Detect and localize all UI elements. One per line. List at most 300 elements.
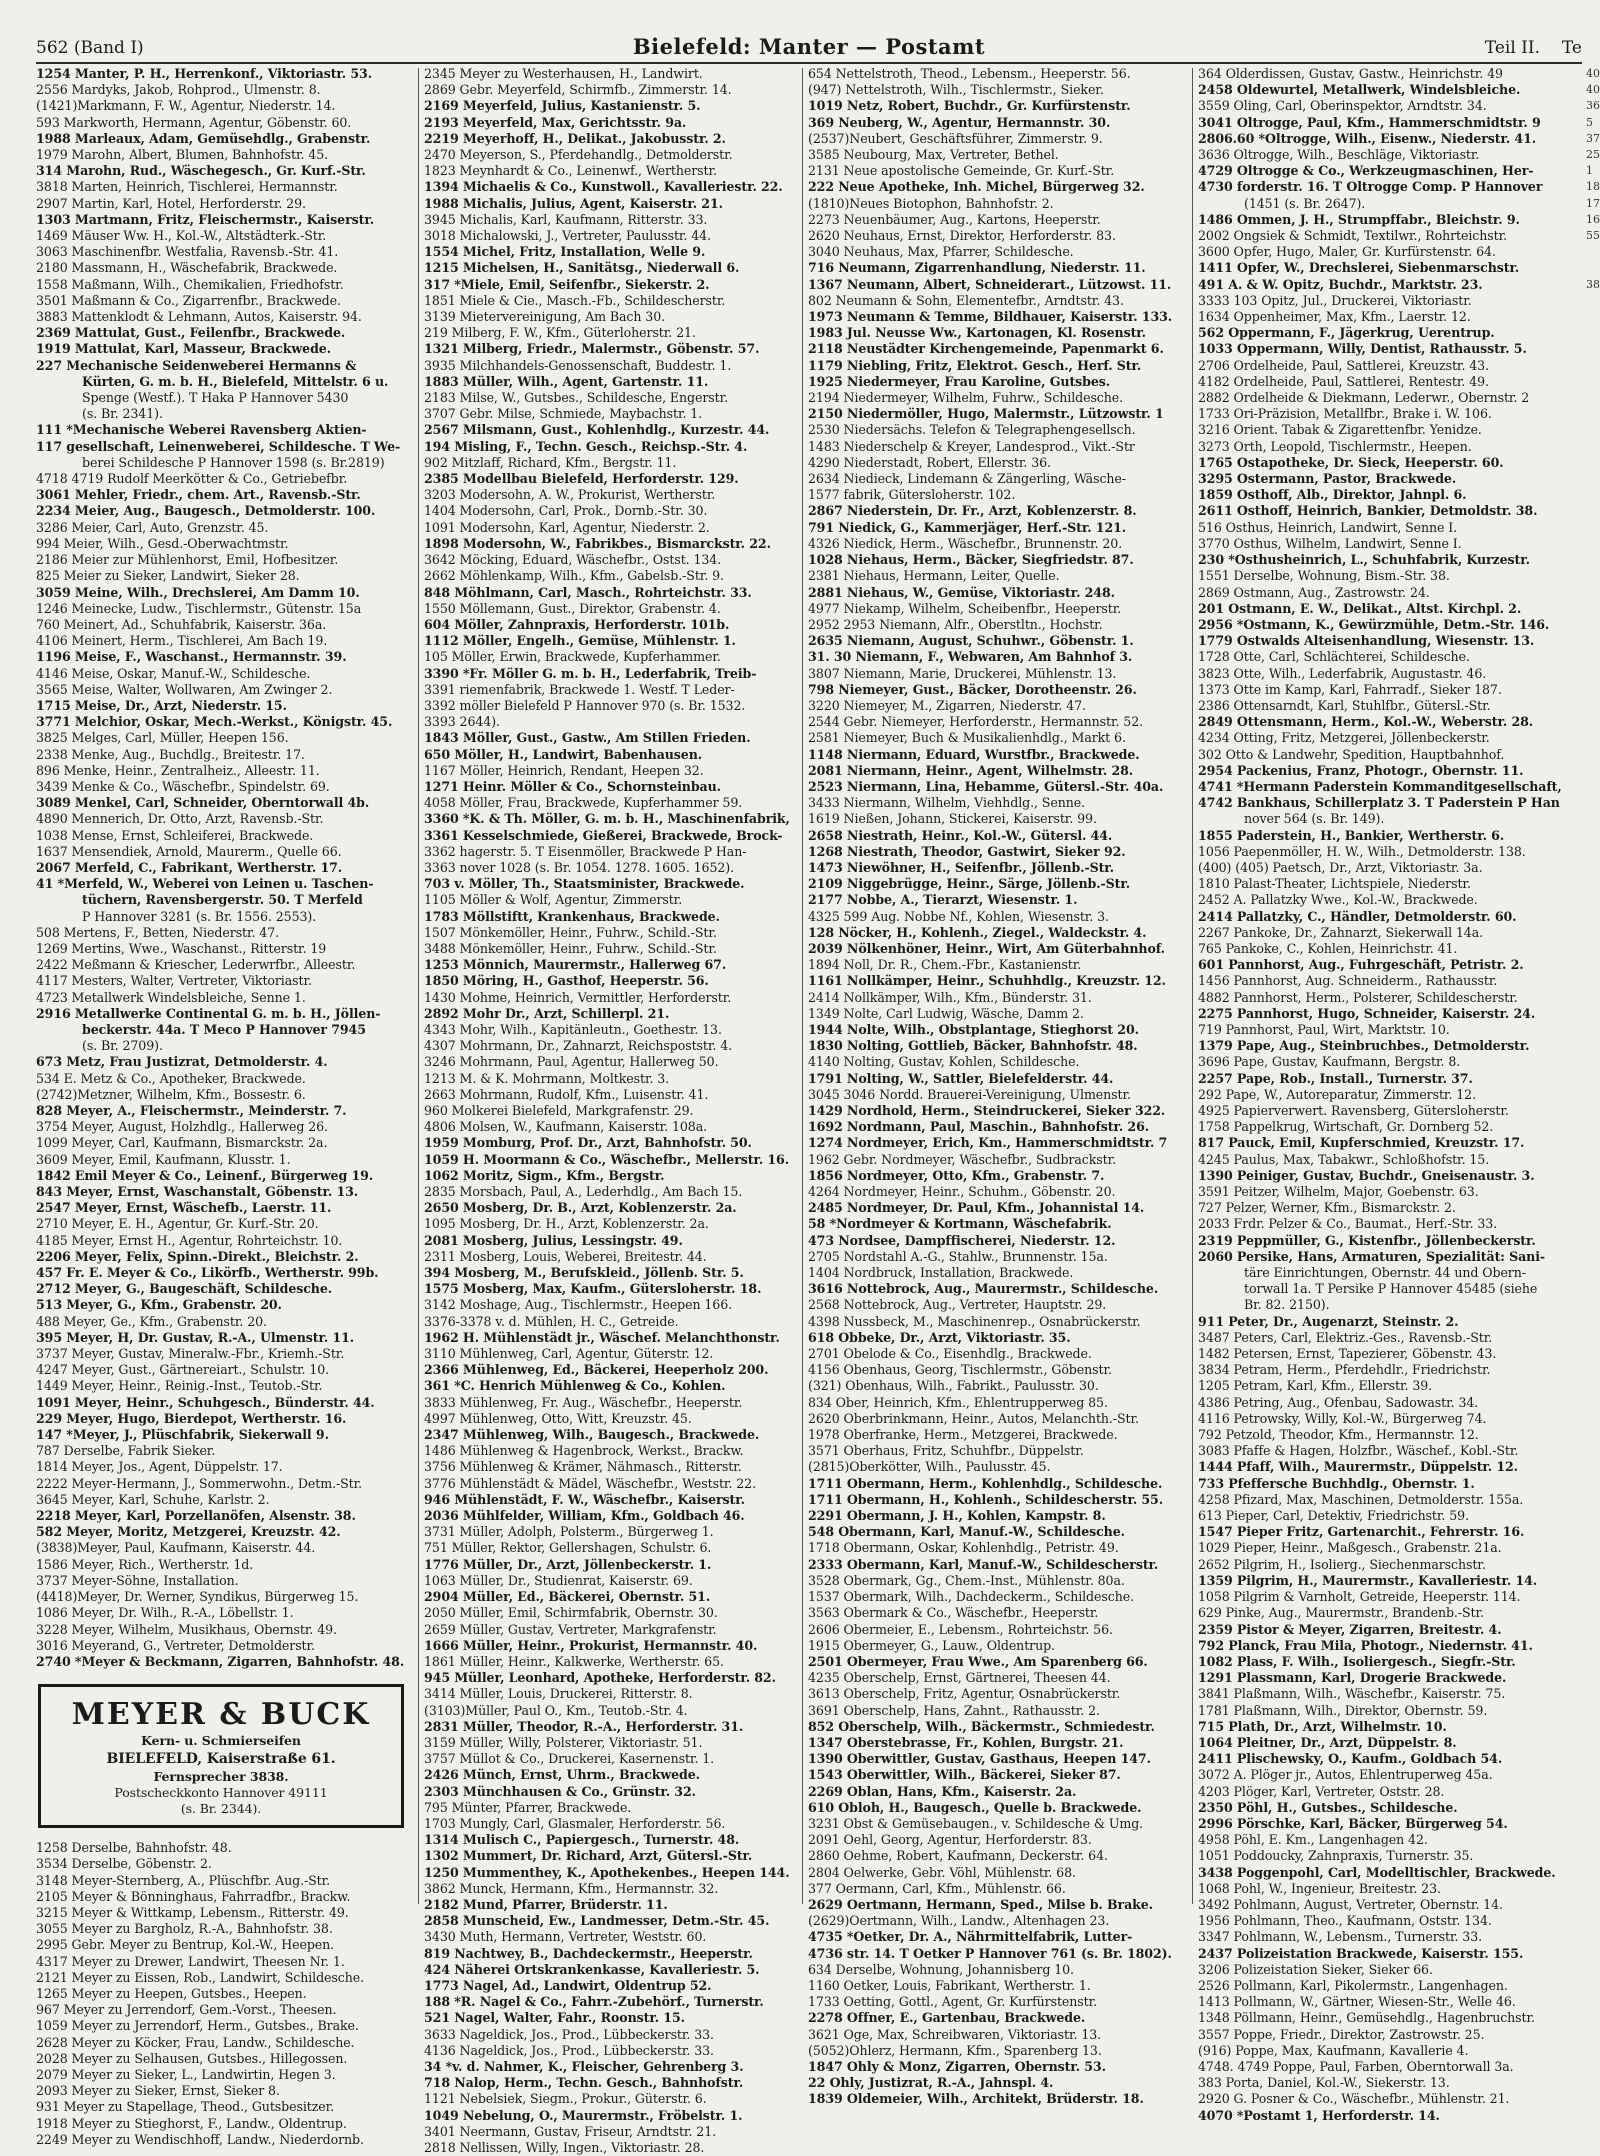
cut-off-header: Te <box>1561 38 1582 58</box>
directory-entry: 1269 Mertins, Wwe., Waschanst., Ritterstr. 19 <box>36 940 327 956</box>
directory-entry: 1215 Michelsen, H., Sanitätsg., Niederwall 6. <box>424 260 740 276</box>
column-3 <box>808 66 1186 2107</box>
directory-entry: 3228 Meyer, Wilhelm, Musikhaus, Obernstr. 49. <box>36 1621 337 1637</box>
directory-entry: 3045 3046 Nordd. Brauerei-Vereinigung, Ulmenstr. <box>808 1086 1131 1102</box>
directory-entry: 1547 Pieper Fritz, Gartenarchit., Fehrerstr. 16. <box>1198 1524 1525 1540</box>
directory-entry: 1095 Mosberg, Dr. H., Arzt, Koblenzerstr. 2a. <box>424 1216 709 1232</box>
directory-entry: 3696 Pape, Gustav, Kaufmann, Bergstr. 8. <box>1198 1054 1461 1070</box>
directory-entry: 4185 Meyer, Ernst H., Agentur, Rohrteichstr. 10. <box>36 1232 343 1248</box>
directory-entry: 1783 Möllstiftt, Krankenhaus, Brackwede. <box>424 908 720 924</box>
directory-entry: 1373 Otte im Kamp, Karl, Fahrradf., Sieker 187. <box>1198 681 1502 697</box>
directory-entry: 2662 Möhlenkamp, Wilh., Kfm., Gabelsb.-Str. 9. <box>424 568 724 584</box>
directory-entry: 3633 Nageldick, Jos., Prod., Lübbeckerstr. 33. <box>424 2026 714 2042</box>
directory-entry: 516 Osthus, Heinrich, Landwirt, Senne I. <box>1198 519 1458 535</box>
directory-entry: (1421)Markmann, F. W., Agentur, Niederstr. 14. <box>36 98 336 114</box>
directory-entry: 1291 Plassmann, Karl, Drogerie Brackwede. <box>1198 1670 1507 1686</box>
directory-entry: 727 Pelzer, Werner, Kfm., Bismarckstr. 2. <box>1198 1200 1456 1216</box>
directory-entry: 960 Molkerei Bielefeld, Markgrafenstr. 29. <box>424 1103 694 1118</box>
entry-continuation: tüchern, Ravensbergerstr. 50. T Merfeld <box>82 892 363 908</box>
directory-entry: 2740 *Meyer & Beckmann, Zigarren, Bahnhofstr. 48. <box>36 1653 405 1669</box>
directory-entry: 1577 fabrik, Gütersloherstr. 102. <box>808 487 1016 503</box>
directory-entry: 1349 Nolte, Carl Ludwig, Wäsche, Damm 2. <box>808 1005 1084 1021</box>
directory-entry: 394 Mosberg, M., Berufskleid., Jöllenb. Str. 5. <box>424 1265 744 1281</box>
column-divider <box>802 68 803 1904</box>
directory-entry: 3771 Melchior, Oskar, Mech.-Werkst., Königstr. 45. <box>36 714 393 730</box>
directory-entry: 1558 Maßmann, Wilh., Chemikalien, Friedhofstr. <box>36 276 344 292</box>
directory-entry: 1179 Niebling, Fritz, Elektrot. Gesch., Herf. Str. <box>808 357 1142 373</box>
directory-entry: 1160 Oetker, Louis, Fabrikant, Wertherstr. 1. <box>808 1977 1091 1993</box>
directory-entry: 1718 Obermann, Oskar, Kohlenhdlg., Petristr. 49. <box>808 1540 1119 1556</box>
directory-entry: (400) (405) Paetsch, Dr., Arzt, Viktoriastr. 3a. <box>1198 859 1483 875</box>
directory-entry: 1776 Müller, Dr., Arzt, Jöllenbeckerstr. 1. <box>424 1556 712 1572</box>
directory-entry: 2485 Nordmeyer, Dr. Paul, Kfm., Johannistal 14. <box>808 1200 1145 1216</box>
directory-entry: 4925 Papierverwert. Ravensberg, Gütersloherstr. <box>1198 1103 1509 1118</box>
directory-entry: 2658 Niestrath, Heinr., Kol.-W., Gütersl. 44. <box>808 827 1113 843</box>
directory-entry: 2544 Gebr. Niemeyer, Herforderstr., Hermannstr. 52. <box>808 714 1144 730</box>
directory-entry: 3534 Derselbe, Göbenstr. 2. <box>36 1856 212 1872</box>
directory-entry: 1258 Derselbe, Bahnhofstr. 48. <box>36 1840 232 1856</box>
directory-entry: 3347 Pohlmann, W., Lebensm., Turnerstr. 33. <box>1198 1929 1483 1945</box>
directory-entry: 1715 Meise, Dr., Arzt, Niederstr. 15. <box>36 697 287 713</box>
directory-entry: 3414 Müller, Louis, Druckerei, Ritterstr. 8. <box>424 1686 693 1702</box>
directory-entry: 791 Niedick, G., Kammerjäger, Herf.-Str. 121. <box>808 519 1127 535</box>
directory-entry: 1779 Ostwalds Alteisenhandlung, Wiesenstr. 13. <box>1198 633 1535 649</box>
directory-entry: 3731 Müller, Adolph, Polsterm., Bürgerweg 1. <box>424 1524 714 1540</box>
directory-entry: 4070 *Postamt 1, Herforderstr. 14. <box>1198 2107 1440 2123</box>
directory-entry: 3439 Menke & Co., Wäschefbr., Spindelstr. 69. <box>36 778 330 794</box>
directory-entry: 931 Meyer zu Stapellage, Theod., Gutsbesitzer. <box>36 2099 335 2115</box>
directory-entry: 1367 Neumann, Albert, Schneiderart., Lützowst. 11. <box>808 276 1172 292</box>
edge-fragment: 40 <box>1586 83 1600 97</box>
directory-entry: 1469 Mäuser Ww. H., Kol.-W., Altstädterk.-Str. <box>36 228 327 244</box>
page-number: 562 (Band I) <box>36 38 144 58</box>
directory-entry: 1348 Pöllmann, Heinr., Gemüsehdlg., Hagenbruchstr. <box>1198 2010 1535 2026</box>
ad-ref: (s. Br. 2344). <box>180 1801 262 1817</box>
directory-entry: 1956 Pohlmann, Theo., Kaufmann, Oststr. 134. <box>1198 1913 1492 1929</box>
edge-fragment <box>1586 293 1600 309</box>
directory-entry: 3557 Poppe, Friedr., Direktor, Zastrowstr. 25. <box>1198 2026 1485 2042</box>
edge-fragment <box>1586 358 1600 374</box>
directory-entry: 219 Milberg, F. W., Kfm., Güterloherstr. 21. <box>424 325 696 341</box>
directory-entry: 2257 Pape, Rob., Install., Turnerstr. 37. <box>1198 1070 1473 1086</box>
directory-entry: 582 Meyer, Moritz, Metzgerei, Kreuzstr. 42. <box>36 1524 341 1540</box>
directory-entry: 188 *R. Nagel & Co., Fahrr.-Zubehörf., Turnerstr. <box>424 1994 764 2010</box>
directory-entry: 201 Ostmann, E. W., Delikat., Altst. Kirchpl. 2. <box>1198 600 1522 616</box>
entry-continuation: nover 564 (s. Br. 149). <box>1244 811 1385 827</box>
directory-entry: 2386 Ottensarndt, Karl, Stuhlfbr., Gütersl.-Str. <box>1198 697 1491 713</box>
directory-entry: 361 *C. Henrich Mühlenweg & Co., Kohlen. <box>424 1378 726 1394</box>
directory-entry: 4742 Bankhaus, Schillerplatz 3. T Paderstein P Han <box>1198 795 1560 811</box>
directory-entry: 1404 Nordbruck, Installation, Brackwede. <box>808 1265 1074 1281</box>
directory-entry: 634 Derselbe, Wohnung, Johannisberg 10. <box>808 1961 1074 1977</box>
directory-entry: 1091 Modersohn, Karl, Agentur, Niederstr. 2. <box>424 519 710 535</box>
directory-entry: 2892 Mohr Dr., Arzt, Schillerpl. 21. <box>424 1005 670 1021</box>
directory-entry: 834 Ober, Heinrich, Kfm., Ehlentrupperweg 85. <box>808 1394 1108 1410</box>
directory-entry: 4264 Nordmeyer, Heinr., Schuhm., Göbenstr. 20. <box>808 1184 1116 1200</box>
directory-entry: 4140 Nolting, Gustav, Kohlen, Schildesche. <box>808 1054 1080 1070</box>
directory-entry: 1918 Meyer zu Stieghorst, F., Landw., Oldentrup. <box>36 2115 347 2131</box>
directory-entry: 3110 Mühlenweg, Carl, Agentur, Güterstr. 12. <box>424 1346 714 1362</box>
directory-entry: 1983 Jul. Neusse Ww., Kartonagen, Kl. Rosenstr. <box>808 325 1146 341</box>
directory-entry: 3148 Meyer-Sternberg, A., Plüschfbr. Aug.-Str. <box>36 1872 331 1888</box>
directory-entry: 3089 Menkel, Carl, Schneider, Oberntorwall 4b. <box>36 795 370 811</box>
directory-entry: 2186 Meier zur Mühlenhorst, Emil, Hofbesitzer. <box>36 552 339 568</box>
directory-entry: 2121 Meyer zu Eissen, Rob., Landwirt, Schildesche. <box>36 1969 364 1985</box>
directory-entry: 3691 Oberschelp, Hans, Zahnt., Rathausstr. 2. <box>808 1702 1100 1718</box>
page-header <box>36 32 1582 64</box>
directory-entry: 1064 Pleitner, Dr., Arzt, Düppelstr. 8. <box>1198 1734 1457 1750</box>
directory-entry: 852 Oberschelp, Wilh., Bäckermstr., Schmiedestr. <box>808 1718 1155 1734</box>
directory-entry: 3139 Mietervereinigung, Am Bach 30. <box>424 309 666 325</box>
directory-entry: 4386 Petring, Aug., Ofenbau, Sadowastr. 34. <box>1198 1394 1479 1410</box>
directory-entry: 1148 Niermann, Eduard, Wurstfbr., Brackwede. <box>808 746 1140 762</box>
directory-entry: 843 Meyer, Ernst, Waschanstalt, Göbenstr. 13. <box>36 1184 359 1200</box>
directory-entry: 3295 Ostermann, Pastor, Brackwede. <box>1198 471 1457 487</box>
directory-entry: 317 *Miele, Emil, Seifenfbr., Siekerstr. 2. <box>424 276 710 292</box>
directory-entry: 1051 Poddoucky, Zahnpraxis, Turnerstr. 35. <box>1198 1848 1474 1864</box>
directory-entry: 2234 Meier, Aug., Baugesch., Detmolderstr. 100. <box>36 503 376 519</box>
directory-entry: 2426 Münch, Ernst, Uhrm., Brackwede. <box>424 1767 700 1783</box>
directory-entry: 2705 Nordstahl A.-G., Stahlw., Brunnenstr. 15a. <box>808 1248 1108 1264</box>
directory-entry: 22 Ohly, Justizrat, R.-A., Jahnspl. 4. <box>808 2075 1054 2091</box>
directory-entry: 4156 Obenhaus, Georg, Tischlermstr., Göbenstr. <box>808 1362 1112 1378</box>
directory-entry: 967 Meyer zu Jerrendorf, Gem.-Vorst., Theesen. <box>36 2002 337 2018</box>
directory-entry: 2629 Oertmann, Hermann, Sped., Milse b. Brake. <box>808 1896 1153 1912</box>
directory-entry: 703 v. Möller, Th., Staatsminister, Brackwede. <box>424 876 745 892</box>
directory-entry: 2347 Mühlenweg, Wilh., Baugesch., Brackwede. <box>424 1427 760 1443</box>
directory-entry: 2635 Niemann, August, Schuhwr., Göbenstr. 1. <box>808 633 1134 649</box>
ad-phone: Fernsprecher 3838. <box>153 1769 289 1785</box>
directory-entry: 3363 nover 1028 (s. Br. 1054. 1278. 1605. 1652). <box>424 859 735 875</box>
directory-entry: 1814 Meyer, Jos., Agent, Düppelstr. 17. <box>36 1459 283 1475</box>
directory-entry: 2131 Neue apostolische Gemeinde, Gr. Kurf.-Str. <box>808 163 1115 179</box>
directory-entry: 1246 Meinecke, Ludw., Tischlermstr., Gütenstr. 15a <box>36 600 362 616</box>
directory-entry: 2956 *Ostmann, K., Gewürzmühle, Detm.-Str. 146. <box>1198 616 1550 632</box>
directory-entry: 1121 Nebelsiek, Siegm., Prokur., Güterstr. 6. <box>424 2091 707 2107</box>
directory-entry: 4234 Otting, Fritz, Metzgerei, Jöllenbeckerstr. <box>1198 730 1490 746</box>
directory-entry: 817 Pauck, Emil, Kupferschmied, Kreuzstr. 17. <box>1198 1135 1525 1151</box>
directory-entry: 2118 Neustädter Kirchengemeinde, Papenmarkt 6. <box>808 341 1164 357</box>
directory-entry: 230 *Osthusheinrich, L., Schuhfabrik, Kurzestr. <box>1198 552 1530 568</box>
directory-entry: 1711 Obermann, H., Kohlenh., Schildescherstr. 55. <box>808 1491 1163 1507</box>
directory-entry: 848 Möhlmann, Carl, Masch., Rohrteichstr. 33. <box>424 584 752 600</box>
directory-entry: 2269 Oblan, Hans, Kfm., Kaiserstr. 2a. <box>808 1783 1077 1799</box>
directory-entry: 2954 Packenius, Franz, Photogr., Obernstr. 11. <box>1198 762 1524 778</box>
edge-fragment <box>1586 341 1600 357</box>
directory-entry: 1847 Ohly & Monz, Zigarren, Obernstr. 53. <box>808 2058 1106 2074</box>
directory-entry: 3286 Meier, Carl, Auto, Grenzstr. 45. <box>36 519 269 535</box>
directory-entry: 521 Nagel, Walter, Fahr., Roonstr. 15. <box>424 2010 685 2026</box>
directory-entry: 4718 4719 Rudolf Meerkötter & Co., Getriebefbr. <box>36 471 348 487</box>
directory-entry: 128 Nöcker, H., Kohlenh., Ziegel., Waldeckstr. 4. <box>808 924 1147 940</box>
directory-entry: 795 Münter, Pfarrer, Brackwede. <box>424 1799 632 1815</box>
directory-entry: 227 Mechanische Seidenweberei Hermanns & <box>36 357 357 373</box>
directory-entry: 3833 Mühlenweg, Fr. Aug., Wäschefbr., Heeperstr. <box>424 1394 743 1410</box>
directory-entry: 2804 Oelwerke, Gebr. Vöhl, Mühlenstr. 68. <box>808 1864 1076 1880</box>
directory-entry: 302 Otto & Landwehr, Spedition, Hauptbahnhof. <box>1198 746 1505 762</box>
directory-entry: 1430 Mohme, Heinrich, Vermittler, Herforderstr. <box>424 989 732 1005</box>
directory-entry: 2659 Müller, Gustav, Vertreter, Markgrafenstr. <box>424 1621 717 1637</box>
ad-account: Postscheckkonto Hannover 49111 <box>114 1785 328 1801</box>
directory-entry: 488 Meyer, Ge., Kfm., Grabenstr. 20. <box>36 1313 267 1329</box>
directory-entry: 1973 Neumann & Temme, Bildhauer, Kaiserstr. 133. <box>808 309 1173 325</box>
directory-entry: 3063 Maschinenfbr. Westfalia, Ravensb.-Str. 41. <box>36 244 339 260</box>
directory-entry: 2458 Oldewurtel, Metallwerk, Windelsbleiche. <box>1198 82 1521 98</box>
directory-entry: 2547 Meyer, Ernst, Wäschefb., Laerstr. 11. <box>36 1200 332 1216</box>
adjacent-page-edge <box>1586 66 1600 1906</box>
directory-entry: 508 Mertens, F., Betten, Niederstr. 47. <box>36 924 280 940</box>
directory-entry: 4106 Meinert, Herm., Tischlerei, Am Bach 19. <box>36 633 328 649</box>
directory-entry: 3645 Meyer, Karl, Schuhe, Karlstr. 2. <box>36 1491 270 1507</box>
directory-entry: 1979 Marohn, Albert, Blumen, Bahnhofstr. 45. <box>36 147 329 163</box>
edge-fragment: 40 <box>1586 67 1600 80</box>
directory-entry: 1390 Peiniger, Gustav, Buchdr., Gneisenaustr. 3. <box>1198 1167 1535 1183</box>
directory-entry: 1959 Momburg, Prof. Dr., Arzt, Bahnhofstr. 50. <box>424 1135 752 1151</box>
directory-entry: 1711 Obermann, Herm., Kohlenhdlg., Schildesche. <box>808 1475 1163 1491</box>
directory-entry: 2634 Niedieck, Lindemann & Zängerling, Wäsche- <box>808 471 1126 487</box>
directory-entry: 1810 Palast-Theater, Lichtspiele, Niederstr. <box>1198 876 1471 892</box>
directory-entry: 58 *Nordmeyer & Kortmann, Wäschefabrik. <box>808 1216 1112 1232</box>
directory-entry: 1919 Mattulat, Karl, Masseur, Brackwede. <box>36 341 331 357</box>
directory-entry: 2523 Niermann, Lina, Hebamme, Gütersl.-Str. 40a. <box>808 778 1164 794</box>
directory-entry: 3945 Michalis, Karl, Kaufmann, Ritterstr. 33. <box>424 211 708 227</box>
directory-entry: 31. 30 Niemann, F., Webwaren, Am Bahnhof 3. <box>808 649 1133 665</box>
directory-entry: 4136 Nageldick, Jos., Prod., Lübbeckerstr. 33. <box>424 2042 714 2058</box>
directory-entry: 1543 Oberwittler, Wilh., Bäckerei, Sieker 87. <box>808 1767 1121 1783</box>
directory-entry: 2219 Meyerhoff, H., Delikat., Jakobusstr. 2. <box>424 130 726 146</box>
directory-entry: 3433 Niermann, Wilhelm, Viehhdlg., Senne. <box>808 795 1085 811</box>
directory-entry: 377 Oermann, Carl, Kfm., Mühlenstr. 66. <box>808 1880 1066 1896</box>
entry-continuation: Br. 82. 2150). <box>1244 1297 1330 1313</box>
directory-entry: 1634 Oppenheimer, Max, Kfm., Laerstr. 12. <box>1198 309 1471 325</box>
directory-entry: 2105 Meyer & Bönninghaus, Fahrradfbr., Brackw. <box>36 1888 351 1904</box>
edge-fragment: 18 <box>1586 180 1600 194</box>
directory-entry: 1444 Pfaff, Wilh., Maurermstr., Düppelstr. 12. <box>1198 1459 1518 1475</box>
directory-entry: 2652 Pilgrim, H., Isolierg., Siechenmarschstr. <box>1198 1556 1486 1572</box>
directory-entry: 2628 Meyer zu Köcker, Frau, Landw., Schildesche. <box>36 2034 355 2050</box>
directory-entry: (2629)Oertmann, Wilh., Landw., Altenhagen 23. <box>808 1913 1110 1929</box>
ad-title: MEYER & BUCK <box>71 1697 371 1733</box>
directory-entry: 2345 Meyer zu Westerhausen, H., Landwirt. <box>424 66 703 81</box>
directory-entry: 2093 Meyer zu Sieker, Ernst, Sieker 8. <box>36 2083 280 2099</box>
directory-entry: 3206 Polizeistation Sieker, Sieker 66. <box>1198 1961 1433 1977</box>
directory-entry: 1086 Meyer, Dr. Wilh., R.-A., Löbellstr. 1. <box>36 1605 294 1621</box>
edge-fragment: 1 <box>1586 164 1593 178</box>
directory-entry: 2663 Mohrmann, Rudolf, Kfm., Luisenstr. 41. <box>424 1086 709 1102</box>
directory-entry: 2568 Nottebrock, Aug., Vertreter, Hauptstr. 29. <box>808 1297 1107 1313</box>
directory-entry: 4730 forderstr. 16. T Oltrogge Comp. P Hannover <box>1198 179 1543 195</box>
directory-entry: 4307 Mohrmann, Dr., Zahnarzt, Reichspoststr. 4. <box>424 1038 733 1054</box>
directory-entry: 1449 Meyer, Heinr., Reinig.-Inst., Teutob.-Str. <box>36 1378 323 1394</box>
directory-entry: 792 Planck, Frau Mila, Photogr., Niedernstr. 41. <box>1198 1637 1533 1653</box>
page-title: Bielefeld: Manter — Postamt <box>632 34 986 59</box>
directory-entry: 2366 Mühlenweg, Ed., Bäckerei, Heeperholz 200. <box>424 1362 769 1378</box>
edge-fragment: 5 <box>1586 115 1593 129</box>
directory-entry: 1112 Möller, Engelh., Gemüse, Mühlenstr. 1. <box>424 633 736 649</box>
directory-entry: 1944 Nolte, Wilh., Obstplantage, Stieghorst 20. <box>808 1021 1139 1037</box>
directory-entry: 3376-3378 v. d. Mühlen, H. C., Getreide. <box>424 1313 679 1329</box>
directory-entry: 3055 Meyer zu Bargholz, R.-A., Bahnhofstr. 38. <box>36 1921 333 1937</box>
directory-entry: 1507 Mönkemöller, Heinr., Fuhrw., Schild.-Str. <box>424 924 717 940</box>
directory-entry: 2109 Niggebrügge, Heinr., Särge, Jöllenb.-Str. <box>808 876 1130 892</box>
directory-entry: 229 Meyer, Hugo, Bierdepot, Wertherstr. 16. <box>36 1410 347 1426</box>
directory-entry: 369 Neuberg, W., Agentur, Hermannstr. 30. <box>808 114 1111 130</box>
directory-entry: 716 Neumann, Zigarrenhandlung, Niederstr. 11. <box>808 260 1146 276</box>
directory-entry: 825 Meier zu Sieker, Landwirt, Sieker 28. <box>36 568 300 584</box>
directory-entry: 2275 Pannhorst, Hugo, Schneider, Kaiserstr. 24. <box>1198 1005 1536 1021</box>
directory-entry: 2501 Obermeyer, Frau Wwe., Am Sparenberg 66. <box>808 1653 1148 1669</box>
directory-entry: 2470 Meyerson, S., Pferdehandlg., Detmolderstr. <box>424 147 733 163</box>
directory-entry: 3818 Marten, Heinrich, Tischlerei, Hermannstr. <box>36 179 338 195</box>
directory-entry: 1850 Möring, H., Gasthof, Heeperstr. 56. <box>424 973 709 989</box>
directory-entry: 1254 Manter, P. H., Herrenkonf., Viktoriastr. 53. <box>36 66 372 81</box>
directory-entry: 2350 Pöhl, H., Gutsbes., Schildesche. <box>1198 1799 1458 1815</box>
directory-entry: 2169 Meyerfeld, Julius, Kastanienstr. 5. <box>424 98 701 114</box>
ad-city: BIELEFELD, Kaiserstraße 61. <box>106 1751 336 1768</box>
directory-entry: 2869 Gebr. Meyerfeld, Schirmfb., Zimmerstr. 14. <box>424 82 732 98</box>
directory-entry: 1483 Niederschelp & Kreyer, Landesprod., Vikt.-Str <box>808 438 1135 454</box>
edge-fragment: 37 <box>1586 131 1600 145</box>
directory-entry: 3642 Möcking, Eduard, Wäschefbr., Ostst. 134. <box>424 552 722 568</box>
directory-entry: 2869 Ostmann, Aug., Zastrowstr. 24. <box>1198 584 1430 600</box>
directory-entry: 1099 Meyer, Carl, Kaufmann, Bismarckstr. 2a. <box>36 1135 328 1151</box>
directory-entry: 1033 Oppermann, Willy, Dentist, Rathausstr. 5. <box>1198 341 1527 357</box>
directory-entry: 2996 Pörschke, Karl, Bäcker, Bürgerweg 54. <box>1198 1815 1508 1831</box>
directory-entry: 2556 Mardyks, Jakob, Rohprod., Ulmenstr. 8. <box>36 82 321 98</box>
directory-entry: 2818 Nellissen, Willy, Ingen., Viktoriastr. 28. <box>424 2140 705 2155</box>
directory-entry: (2742)Metzner, Wilhelm, Kfm., Bossestr. 6. <box>36 1086 306 1102</box>
directory-entry: 4235 Oberschelp, Ernst, Gärtnerei, Theesen 44. <box>808 1670 1111 1686</box>
directory-entry: 4326 Niedick, Herm., Wäschefbr., Brunnenstr. 20. <box>808 535 1123 551</box>
directory-entry: 2206 Meyer, Felix, Spinn.-Direkt., Bleichstr. 2. <box>36 1248 359 1264</box>
directory-entry: 719 Pannhorst, Paul, Wirt, Marktstr. 10. <box>1198 1021 1450 1037</box>
entry-continuation: (s. Br. 2709). <box>82 1038 163 1054</box>
directory-entry: 3203 Modersohn, A. W., Prokurist, Wertherstr. <box>424 487 716 503</box>
directory-entry: 1883 Müller, Wilh., Agent, Gartenstr. 11. <box>424 373 709 389</box>
directory-entry: 1550 Möllemann, Gust., Direktor, Grabenstr. 4. <box>424 600 721 616</box>
directory-entry: 4146 Meise, Oskar, Manuf.-W., Schildesche. <box>36 665 311 681</box>
directory-entry: 2369 Mattulat, Gust., Feilenfbr., Brackwede. <box>36 325 346 341</box>
directory-entry: 2278 Offner, E., Gartenbau, Brackwede. <box>808 2010 1086 2026</box>
directory-entry: 3393 2644). <box>424 714 500 730</box>
directory-entry: 3438 Poggenpohl, Carl, Modelltischler, Brackwede. <box>1198 1864 1556 1880</box>
directory-entry: 3636 Oltrogge, Wilh., Beschläge, Viktoriastr. <box>1198 147 1480 163</box>
directory-entry: 1855 Paderstein, H., Bankier, Wertherstr. 6. <box>1198 827 1505 843</box>
directory-entry: 3565 Meise, Walter, Wollwaren, Am Zwinger 2. <box>36 681 333 697</box>
directory-entry: 1390 Oberwittler, Gustav, Gasthaus, Heepen 147. <box>808 1751 1151 1767</box>
entry-continuation: Spenge (Westf.). T Haka P Hannover 5430 <box>82 390 349 406</box>
directory-entry: 2150 Niedermöller, Hugo, Malermstr., Lützowstr. 1 <box>808 406 1164 422</box>
directory-entry: 1268 Niestrath, Theodor, Gastwirt, Sieker 92. <box>808 843 1126 859</box>
directory-entry: 2411 Plischewsky, O., Kaufm., Goldbach 54. <box>1198 1751 1503 1767</box>
directory-entry: 3216 Orient. Tabak & Zigarettenfbr. Yenidze. <box>1198 422 1482 438</box>
entry-continuation: berei Schildesche P Hannover 1598 (s. Br.2819) <box>82 454 385 470</box>
ad-subtitle: Kern- u. Schmierseifen <box>141 1733 301 1749</box>
directory-entry: 1551 Derselbe, Wohnung, Bism.-Str. 38. <box>1198 568 1450 584</box>
directory-entry: 3807 Niemann, Marie, Druckerei, Mühlenstr. 13. <box>808 665 1117 681</box>
directory-entry: 1274 Nordmeyer, Erich, Km., Hammerschmidtstr. 7 <box>808 1135 1168 1151</box>
directory-entry: (2537)Neubert, Geschäftsführer, Zimmerstr. 9. <box>808 130 1103 146</box>
directory-entry: 946 Mühlenstädt, F. W., Wäschefbr., Kaiserstr. <box>424 1491 745 1507</box>
directory-entry: 548 Obermann, Karl, Manuf.-W., Schildesche. <box>808 1524 1125 1540</box>
directory-entry: 4290 Niederstadt, Robert, Ellerstr. 36. <box>808 454 1051 470</box>
directory-entry: 3825 Melges, Carl, Müller, Heepen 156. <box>36 730 289 746</box>
directory-entry: 314 Marohn, Rud., Wäschegesch., Gr. Kurf.-Str. <box>36 163 366 179</box>
directory-entry: 3754 Meyer, August, Holzhdlg., Hallerweg 26. <box>36 1119 328 1135</box>
directory-entry: 4258 Pfizard, Max, Maschinen, Detmolderstr. 155a. <box>1198 1491 1524 1507</box>
directory-entry: 1429 Nordhold, Herm., Steindruckerei, Sieker 322. <box>808 1103 1166 1118</box>
directory-entry: 2050 Müller, Emil, Schirmfabrik, Obernstr. 30. <box>424 1605 718 1621</box>
directory-entry: 1314 Mulisch C., Papiergesch., Turnerstr. 48. <box>424 1832 740 1848</box>
meyer-buck-advertisement <box>38 1684 404 1828</box>
directory-entry: 1473 Niewöhner, H., Seifenfbr., Jöllenb.-Str. <box>808 859 1114 875</box>
directory-entry: 2620 Neuhaus, Ernst, Direktor, Herforderstr. 83. <box>808 228 1116 244</box>
directory-entry: 673 Metz, Frau Justizrat, Detmolderstr. 4. <box>36 1054 328 1070</box>
directory-entry: 513 Meyer, G., Kfm., Grabenstr. 20. <box>36 1297 282 1313</box>
directory-entry: 1915 Obermeyer, G., Lauw., Oldentrup. <box>808 1637 1055 1653</box>
directory-entry: 2835 Morsbach, Paul, A., Lederhdlg., Am Bach 15. <box>424 1184 743 1200</box>
directory-entry: 1394 Michaelis & Co., Kunstwoll., Kavalleriestr. 22. <box>424 179 783 195</box>
directory-entry: 3072 A. Plöger jr., Autos, Ehlentruperweg 45a. <box>1198 1767 1493 1783</box>
directory-entry: 1758 Pappelkrug, Wirtschaft, Gr. Dornberg 52. <box>1198 1119 1494 1135</box>
directory-entry: 4736 str. 14. T Oetker P Hannover 761 (s. Br. 1802). <box>808 1945 1172 1961</box>
directory-entry: 1063 Müller, Dr., Studienrat, Kaiserstr. 69. <box>424 1572 693 1588</box>
directory-entry: 2712 Meyer, G., Baugeschäft, Schildesche. <box>36 1281 333 1297</box>
directory-entry: 2867 Niederstein, Dr. Fr., Arzt, Koblenzerstr. 8. <box>808 503 1137 519</box>
directory-entry: 4748. 4749 Poppe, Paul, Farben, Oberntorwall 3a. <box>1198 2058 1514 2074</box>
directory-entry: 3770 Osthus, Wilhelm, Landwirt, Senne I. <box>1198 535 1462 551</box>
directory-entry: 3883 Mattenklodt & Lehmann, Autos, Kaiserstr. 94. <box>36 309 362 325</box>
directory-entry: (5052)Ohlerz, Hermann, Kfm., Sparenberg 13. <box>808 2042 1102 2058</box>
directory-entry: 292 Pape, W., Autoreparatur, Zimmerstr. 12. <box>1198 1086 1476 1102</box>
directory-entry: (3103)Müller, Paul O., Km., Teutob.-Str. 4. <box>424 1702 688 1718</box>
directory-entry: 2180 Massmann, H., Wäschefabrik, Brackwede. <box>36 260 338 276</box>
directory-entry: 1962 Gebr. Nordmeyer, Wäschefbr., Sudbrackstr. <box>808 1151 1117 1167</box>
directory-entry: 1842 Emil Meyer & Co., Leinenf., Bürgerweg 19. <box>36 1167 374 1183</box>
directory-entry: 1411 Opfer, W., Drechslerei, Siebenmarschstr. <box>1198 260 1520 276</box>
directory-entry: 1482 Petersen, Ernst, Tapezierer, Göbenstr. 43. <box>1198 1346 1497 1362</box>
directory-entry: 1692 Nordmann, Paul, Maschin., Bahnhofstr. 26. <box>808 1119 1150 1135</box>
directory-entry: 1537 Obermark, Wilh., Dachdeckerm., Schildesche. <box>808 1589 1134 1605</box>
directory-entry: 1105 Möller & Wolf, Agentur, Zimmerstr. <box>424 892 683 908</box>
directory-entry: 534 E. Metz & Co., Apotheker, Brackwede. <box>36 1070 306 1086</box>
edge-fragment <box>1586 325 1600 341</box>
directory-entry: 383 Porta, Daniel, Kol.-W., Siekerstr. 13. <box>1198 2075 1450 2091</box>
directory-entry: 3061 Mehler, Friedr., chem. Art., Ravensb.-Str. <box>36 487 361 503</box>
entry-continuation: Kürten, G. m. b. H., Bielefeld, Mittelstr. 6 u. <box>82 373 389 389</box>
directory-entry: 1619 Nießen, Johann, Stickerei, Kaiserstr. 99. <box>808 811 1097 827</box>
directory-entry: 792 Petzold, Theodor, Kfm., Hermannstr. 12. <box>1198 1427 1479 1443</box>
directory-entry: 3559 Oling, Carl, Oberinspektor, Arndtstr. 34. <box>1198 98 1487 114</box>
column-2 <box>424 66 798 2155</box>
directory-entry: 896 Menke, Heinr., Zentralheiz., Alleestr. 11. <box>36 762 320 778</box>
directory-entry: 3571 Oberhaus, Fritz, Schuhfbr., Düppelstr. <box>808 1443 1084 1459</box>
directory-entry: 4997 Mühlenweg, Otto, Witt, Kreuzstr. 45. <box>424 1410 692 1426</box>
directory-entry: 4977 Niekamp, Wilhelm, Scheibenfbr., Heeperstr. <box>808 600 1122 616</box>
directory-entry: 2036 Mühlfelder, William, Kfm., Goldbach 46. <box>424 1508 745 1524</box>
directory-entry: 2858 Munscheid, Ew., Landmesser, Detm.-Str. 45. <box>424 1913 770 1929</box>
directory-entry: 2952 2953 Niemann, Alfr., Oberstltn., Hochstr. <box>808 616 1103 632</box>
directory-entry: 3016 Meyerand, G., Vertreter, Detmolderstr. <box>36 1637 315 1653</box>
directory-entry: 1851 Miele & Cie., Masch.-Fb., Schildescherstr. <box>424 292 726 308</box>
directory-entry: 787 Derselbe, Fabrik Sieker. <box>36 1443 216 1459</box>
directory-entry: 473 Nordsee, Dampffischerei, Niederstr. 12. <box>808 1232 1116 1248</box>
directory-entry: 802 Neumann & Sohn, Elementefbr., Arndtstr. 43. <box>808 292 1124 308</box>
directory-entry: 911 Peter, Dr., Augenarzt, Steinstr. 2. <box>1198 1313 1459 1329</box>
directory-entry: 798 Niemeyer, Gust., Bäcker, Dorotheenstr. 26. <box>808 681 1137 697</box>
directory-entry: 4735 *Oetker, Dr. A., Nährmittelfabrik, Lutter- <box>808 1929 1133 1945</box>
directory-entry: 2920 G. Posner & Co., Wäschefbr., Mühlenstr. 21. <box>1198 2091 1510 2107</box>
